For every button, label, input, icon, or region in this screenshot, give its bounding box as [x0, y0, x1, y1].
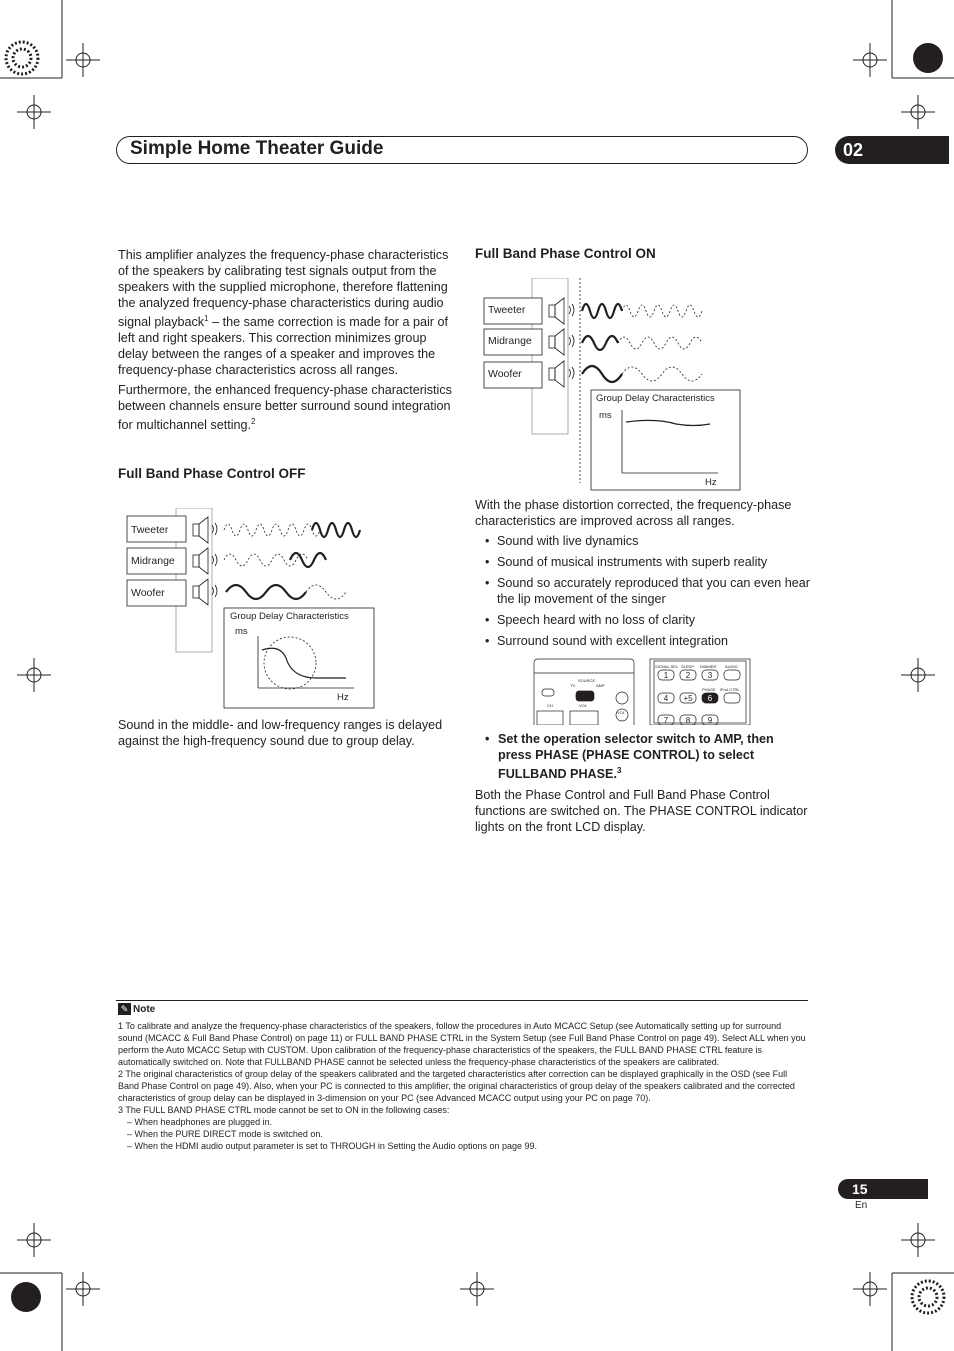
- note-header: ✎ Note: [118, 1003, 808, 1016]
- remote-key-9: 9: [707, 716, 713, 725]
- label-midrange: Midrange: [488, 335, 532, 347]
- list-item: • Surround sound with excellent integration: [485, 634, 729, 648]
- gd-ms-label: ms: [599, 410, 612, 421]
- remote-source-label: SOURCE: [578, 678, 596, 683]
- gd-title: Group Delay Characteristics: [596, 393, 715, 404]
- pencil-icon: ✎: [118, 1003, 131, 1015]
- speaker-icon: [193, 517, 208, 543]
- note-section: [118, 1003, 808, 1152]
- list-item: • Sound of musical instruments with superb reality: [485, 555, 768, 569]
- speaker-icon: [549, 361, 564, 387]
- remote-audio-label: AUDIO: [725, 664, 738, 669]
- chapter-number: 02: [835, 136, 949, 164]
- footnote-3-item: – When headphones are plugged in.: [127, 1117, 273, 1127]
- remote-phase-label: PHASE: [702, 687, 716, 692]
- footnote-1: 1 To calibrate and analyze the frequency-phase characteristics of the speakers, follow the procedures in Auto MCACC Setup (see Automatically setting up for surround sound (MCACC & Full Band Phase Control) on page 11) or FULL BAND PHASE CTRL in the System Setup (see Full Band Phase Control on page 49). Select ALL when you perform the Auto MCACC Setup with CUSTOM. Upon calibration of the frequency-phase characteristics of the speakers, the FULL BAND PHASE CTRL feature is automatically switched on. Note that FULLBAND PHASE cannot be selected unless the frequency-phase characteristics of the speakers are calibrated.: [118, 1021, 806, 1067]
- speaker-icon: [549, 329, 564, 355]
- remote-ipod-label: iPod CTRL: [720, 687, 740, 692]
- intro-text: [118, 247, 453, 437]
- list-item: • Sound with live dynamics: [485, 534, 639, 548]
- on-intro: With the phase distortion corrected, the frequency-phase characteristics are improved across all ranges.: [475, 498, 792, 528]
- on-heading: Full Band Phase Control ON: [475, 246, 656, 261]
- remote-amp-label: AMP: [596, 683, 605, 688]
- remote-vol-label: VOL: [579, 703, 588, 708]
- list-item: • Speech heard with no loss of clarity: [485, 613, 696, 627]
- gd-title: Group Delay Characteristics: [230, 611, 349, 622]
- speaker-icon: [193, 548, 208, 574]
- speaker-icon: [193, 579, 208, 605]
- remote-key-6: 6: [707, 694, 713, 703]
- remote-signal-sel-label: SIGNAL SEL: [655, 664, 679, 669]
- remote-key-1: 1: [663, 671, 669, 680]
- label-tweeter: Tweeter: [488, 304, 526, 316]
- remote-key-3: 3: [707, 671, 713, 680]
- footnote-3-item: – When the HDMI audio output parameter is set to THROUGH in Setting the Audio options on page 99.: [127, 1141, 538, 1151]
- gd-hz-label: Hz: [705, 477, 717, 488]
- language-code: En: [855, 1200, 868, 1211]
- intro-paragraph-1: This amplifier analyzes the frequency-phase characteristics of the speakers by calibrating test signals output from the speakers with the supplied microphone, therefore flattening the analyzed frequency-phase characteristics during audio signal playback$^1$ – the same correction is made for a pair of left and right speakers. This correction minimizes group delay between the ranges of a speaker and improves the frequency-phase characteristics across all ranges.: [118, 248, 449, 378]
- remote-vol-label-2: VOL: [617, 710, 626, 715]
- phase-on-diagram: [480, 278, 742, 492]
- footnote-ref-2: 2: [251, 417, 256, 427]
- benefits-list: [475, 533, 810, 654]
- page-number: 15: [838, 1179, 928, 1199]
- list-item: • Sound so accurately reproduced that you can even hear the lip movement of the singer: [485, 576, 810, 606]
- remote-key-2: 2: [685, 671, 691, 680]
- label-midrange: Midrange: [131, 555, 175, 567]
- footnote-ref-1: 1: [204, 314, 209, 323]
- remote-key-4: 4: [663, 694, 669, 703]
- label-woofer: Woofer: [488, 368, 522, 380]
- speaker-icon: [549, 298, 564, 324]
- remote-ch-label: CH: [547, 703, 553, 708]
- remote-key-5: +5: [683, 694, 693, 703]
- instruction-step: • Set the operation selector switch to AMP, then press PHASE (PHASE CONTROL) to select FULLBAND PHASE.$^3$: [485, 732, 774, 782]
- remote-tv-label: TV: [570, 683, 576, 688]
- remote-key-7: 7: [663, 716, 669, 725]
- footnote-2: 2 The original characteristics of group delay of the speakers calibrated and the targeted characteristics after correction can be displayed graphically in the OSD (see Full Band Phase Control on page 49). Also, when your PC is connected to this amplifier, the original characteristics of group delay of the speakers calibrated and the corrected characteristics of group delay can be displayed in 3-dimension on your PC (see Advanced MCACC output using your PC on page 70).: [118, 1069, 795, 1103]
- footnote-3: 3 The FULL BAND PHASE CTRL mode cannot be set to ON in the following cases:: [118, 1105, 450, 1115]
- remote-dimmer-label: DIMMER: [700, 664, 717, 669]
- gd-ms-label: ms: [235, 626, 248, 637]
- header-bar: [116, 136, 808, 164]
- result-text: Both the Phase Control and Full Band Phase Control functions are switched on. The PHASE CONTROL indicator lights on the front LCD display.: [475, 788, 808, 834]
- remote-sleep-label: SLEEP: [681, 664, 694, 669]
- label-woofer: Woofer: [131, 587, 165, 599]
- gd-hz-label: Hz: [337, 692, 349, 703]
- off-heading: Full Band Phase Control OFF: [118, 466, 306, 481]
- intro-paragraph-2: Furthermore, the enhanced frequency-phase characteristics between channels ensure better surround sound integration for multichannel setting.$^2$: [118, 383, 452, 433]
- note-divider: [116, 1000, 808, 1001]
- footnote-3-item: – When the PURE DIRECT mode is switched on.: [127, 1129, 323, 1139]
- footnote-ref-3: 3: [616, 766, 622, 775]
- off-caption: Sound in the middle- and low-frequency ranges is delayed against the high-frequency sound due to group delay.: [118, 718, 443, 748]
- label-tweeter: Tweeter: [131, 524, 169, 536]
- remote-control-illustration: [532, 657, 752, 725]
- page-title: Simple Home Theater Guide: [130, 138, 384, 159]
- phase-off-diagram: [124, 508, 380, 712]
- remote-key-8: 8: [685, 716, 691, 725]
- step-bullet: •: [485, 732, 490, 746]
